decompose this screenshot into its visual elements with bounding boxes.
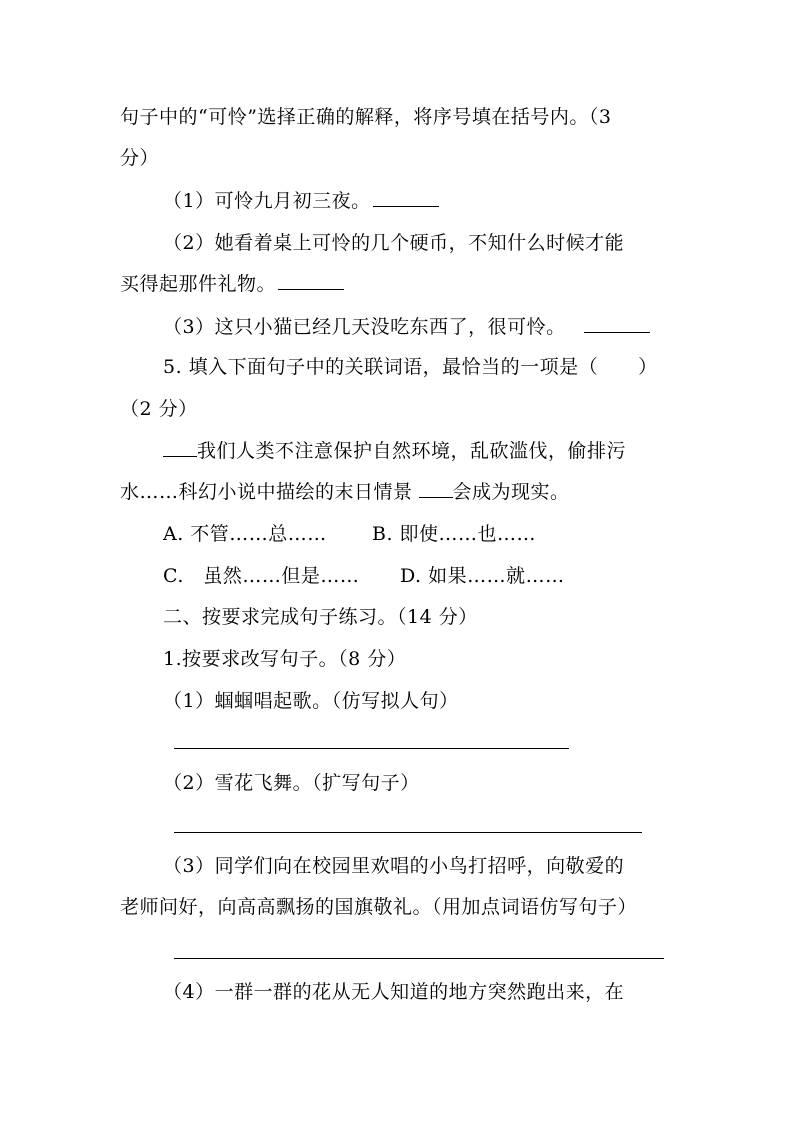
q4-item-2-answer-blank[interactable] (278, 271, 344, 290)
section-2-item-1: （1）蝈蝈唱起歌。（仿写拟人句） (163, 690, 459, 712)
q4-item-1 (163, 188, 439, 214)
q4-item-1-answer-blank[interactable] (373, 188, 439, 207)
q4-item-2-text: 买得起那件礼物。 (120, 273, 277, 295)
section-2-item-4-line1: （4）一群一群的花从无人知道的地方突然跑出来，在 (163, 981, 625, 1003)
q4-intro-line1: 句子中的“可怜”选择正确的解释，将序号填在括号内。（3 (120, 106, 612, 128)
q4-item-3-text: （3）这只小猫已经几天没吃东西了，很可怜。 (163, 316, 566, 338)
q4-item-3 (163, 314, 650, 340)
q5-sentence-text2b: 会成为现实。 (452, 481, 570, 503)
q5-title-text: 5. 填入下面句子中的关联词语，最恰当的一项是（ (163, 356, 599, 378)
q4-item-2-line1: （2）她看着桌上可怜的几个硬币，不知什么时候才能 (163, 232, 625, 254)
q5-option-b: B. 即使……也…… (372, 523, 537, 545)
q5-option-d: D. 如果……就…… (400, 565, 565, 587)
q5-sentence-line2 (120, 479, 570, 505)
section-2-item-3-line2: 老师问好，向高高飘扬的国旗敬礼。（用加点词语仿写句子） (120, 896, 638, 918)
q4-item-3-answer-blank[interactable] (584, 314, 650, 333)
section-2-item-2-answer-line[interactable] (174, 832, 642, 833)
section-2-item-3-answer-line[interactable] (174, 958, 664, 959)
q4-item-1-text: （1）可怜九月初三夜。 (163, 190, 371, 212)
q5-title (163, 354, 658, 380)
q5-option-a: A. 不管……总…… (163, 523, 327, 545)
q5-sentence-text2a: 水……科幻小说中描绘的末日情景 (120, 481, 413, 503)
q5-sentence-text1: 我们人类不注意保护自然环境，乱砍滥伐，偷排污 (197, 440, 627, 462)
q4-intro-line2: 分） (120, 147, 160, 169)
section-2-item-3-line1: （3）同学们向在校园里欢唱的小鸟打招呼，向敬爱的 (163, 855, 625, 877)
q5-points: （2 分） (120, 398, 198, 420)
section-2-q1-title: 1.按要求改写句子。（8 分） (163, 648, 407, 670)
section-2-title: 二、按要求完成句子练习。（14 分） (163, 606, 478, 628)
q5-option-c: C. 虽然……但是…… (163, 565, 360, 587)
q4-item-2-line2 (120, 271, 344, 297)
q5-blank-2[interactable] (419, 479, 453, 498)
section-2-item-2: （2）雪花飞舞。（扩写句子） (163, 772, 420, 794)
q5-sentence-line1 (163, 438, 626, 464)
q5-blank-1[interactable] (163, 438, 197, 457)
section-2-item-1-answer-line[interactable] (174, 748, 569, 749)
q5-title-close: ） (638, 356, 658, 378)
